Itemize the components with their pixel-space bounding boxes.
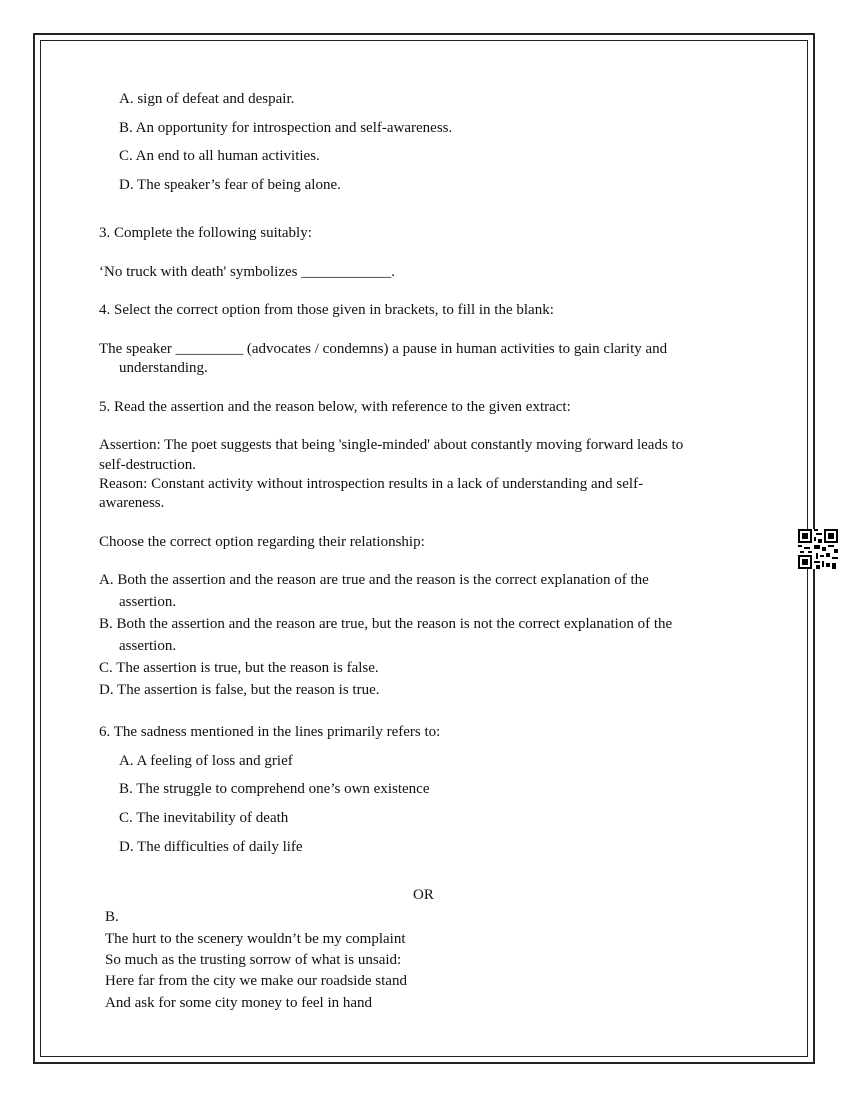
q4-text-continued: understanding. <box>119 360 208 376</box>
q6-option-d: D. The difficulties of daily life <box>119 839 303 855</box>
q5-reason: Reason: Constant activity without introspection results in a lack of understanding and self- <box>99 476 644 492</box>
q5-option-b-continued: assertion. <box>119 638 177 654</box>
q5-assertion-continued: self-destruction. <box>99 457 197 473</box>
q5-option-d: D. The assertion is false, but the reason is true. <box>99 682 380 698</box>
q5-assertion: Assertion: The poet suggests that being 'single-minded' about constantly moving forward leads to <box>99 437 684 453</box>
q2-option-d: D. The speaker’s fear of being alone. <box>119 177 341 193</box>
section-b-label: B. <box>105 909 119 925</box>
q4-prompt: 4. Select the correct option from those given in brackets, to fill in the blank: <box>99 302 554 318</box>
q3-text: ‘No truck with death' symbolizes ____________. <box>99 264 395 280</box>
q4-text: The speaker _________ (advocates / condemns) a pause in human activities to gain clarity and <box>99 341 668 357</box>
q5-option-b: B. Both the assertion and the reason are true, but the reason is not the correct explanation of the <box>99 616 673 632</box>
or-divider: OR <box>413 887 434 903</box>
poem-line: And ask for some city money to feel in hand <box>105 995 373 1011</box>
q5-option-a: A. Both the assertion and the reason are true and the reason is the correct explanation of the <box>99 572 649 588</box>
q2-option-a: A. sign of defeat and despair. <box>119 91 295 107</box>
qr-code-icon <box>798 529 838 569</box>
q6-option-b: B. The struggle to comprehend one’s own existence <box>119 781 430 797</box>
q6-prompt: 6. The sadness mentioned in the lines primarily refers to: <box>99 724 441 740</box>
q5-option-c: C. The assertion is true, but the reason is false. <box>99 660 379 676</box>
q6-option-c: C. The inevitability of death <box>119 810 289 826</box>
q6-option-a: A. A feeling of loss and grief <box>119 753 293 769</box>
poem-line: So much as the trusting sorrow of what is unsaid: <box>105 952 402 968</box>
q5-option-a-continued: assertion. <box>119 594 177 610</box>
q3-prompt: 3. Complete the following suitably: <box>99 225 312 241</box>
poem-line: The hurt to the scenery wouldn’t be my complaint <box>105 931 406 947</box>
q5-choose: Choose the correct option regarding their relationship: <box>99 534 425 550</box>
q5-prompt: 5. Read the assertion and the reason below, with reference to the given extract: <box>99 399 571 415</box>
q5-reason-continued: awareness. <box>99 495 165 511</box>
q2-option-c: C. An end to all human activities. <box>119 148 320 164</box>
q2-option-b: B. An opportunity for introspection and self-awareness. <box>119 120 453 136</box>
poem-line: Here far from the city we make our roadside stand <box>105 973 407 989</box>
